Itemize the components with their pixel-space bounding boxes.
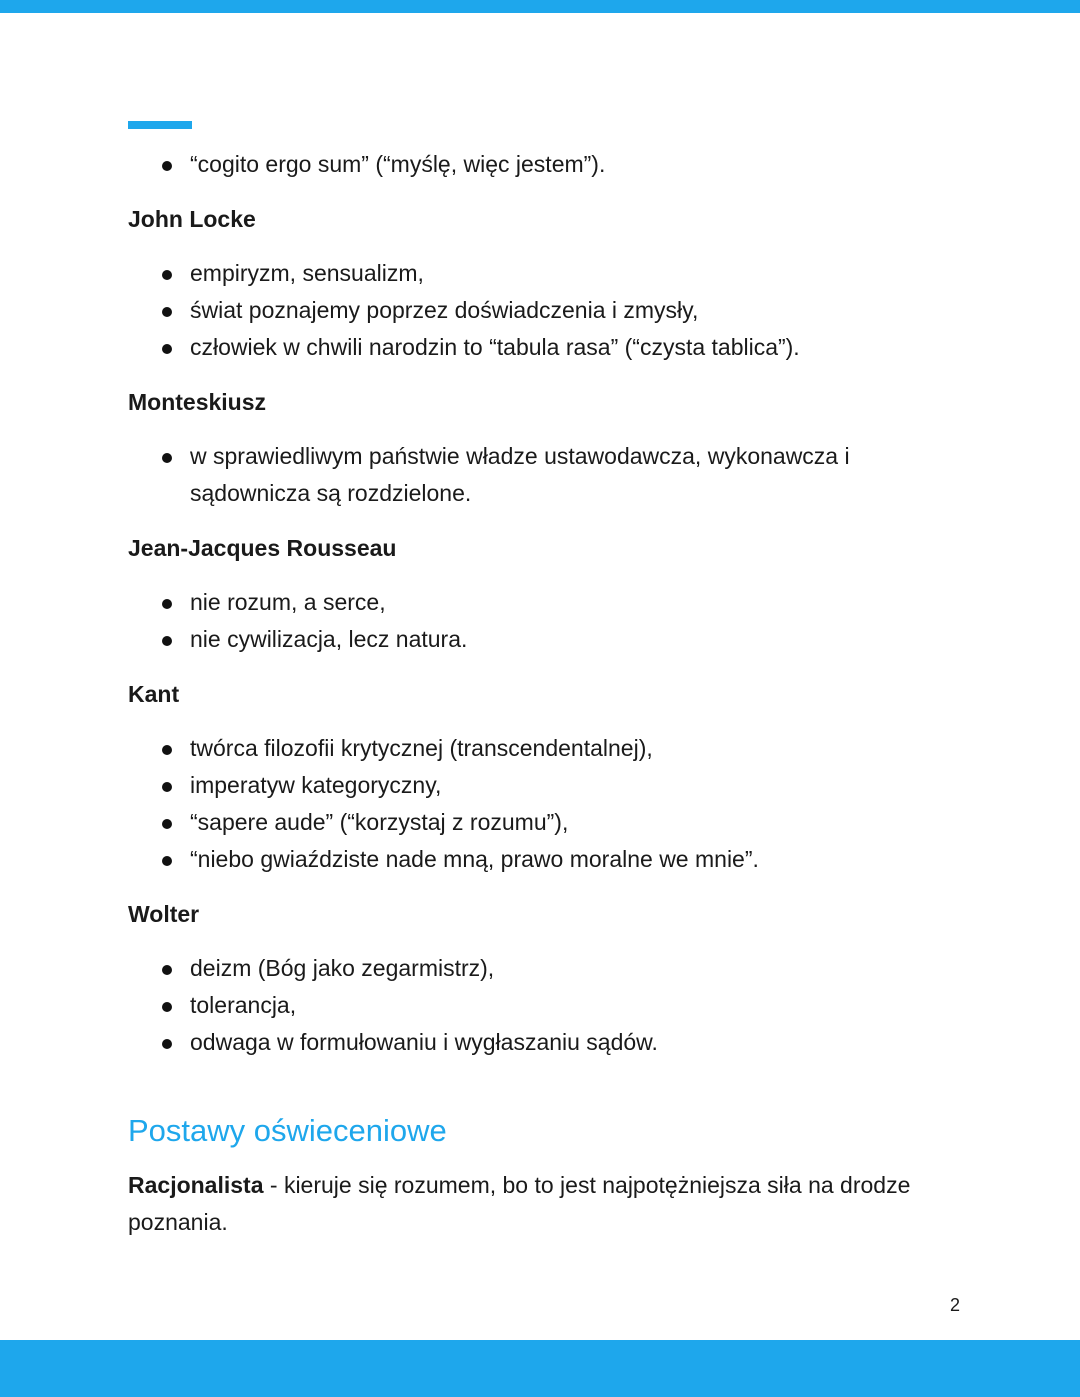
list-item: empiryzm, sensualizm, <box>128 255 958 292</box>
bullet-list <box>128 950 958 1061</box>
list-item: “niebo gwiaździste nade mną, prawo moralne we mnie”. <box>128 841 958 878</box>
list-item: odwaga w formułowaniu i wygłaszaniu sądów. <box>128 1024 958 1061</box>
bullet-list <box>128 584 958 658</box>
section-wolter <box>128 896 958 1061</box>
top-accent-bar <box>0 0 1080 13</box>
racjonalista-paragraph <box>128 1167 958 1241</box>
list-item: świat poznajemy poprzez doświadczenia i zmysły, <box>128 292 958 329</box>
section-heading: Kant <box>128 681 180 707</box>
term-racjonalista: Racjonalista <box>128 1172 264 1198</box>
section-title: Postawy oświeceniowe <box>128 1113 447 1148</box>
section-locke <box>128 201 958 366</box>
list-item: nie cywilizacja, lecz natura. <box>128 621 958 658</box>
page-content <box>128 146 958 1241</box>
list-item: tolerancja, <box>128 987 958 1024</box>
section-heading: Monteskiusz <box>128 389 267 415</box>
section-heading: Jean-Jacques Rousseau <box>128 535 397 561</box>
section-monteskiusz <box>128 384 958 512</box>
list-item: w sprawiedliwym państwie władze ustawodawcza, wykonawcza i sądownicza są rozdzielone. <box>128 438 958 512</box>
list-item: człowiek w chwili narodzin to “tabula rasa” (“czysta tablica”). <box>128 329 958 366</box>
descartes-list <box>128 146 958 183</box>
section-kant <box>128 676 958 878</box>
bottom-accent-bar <box>0 1340 1080 1397</box>
term-definition: - kieruje się rozumem, bo to jest najpotężniejsza siła na drodze poznania. <box>128 1172 911 1235</box>
bullet-list <box>128 730 958 878</box>
page-number: 2 <box>949 1295 960 1315</box>
section-rousseau <box>128 530 958 658</box>
bullet-list <box>128 438 958 512</box>
bullet-list <box>128 255 958 366</box>
accent-line <box>128 121 192 129</box>
list-item: deizm (Bóg jako zegarmistrz), <box>128 950 958 987</box>
list-item: nie rozum, a serce, <box>128 584 958 621</box>
list-item: “sapere aude” (“korzystaj z rozumu”), <box>128 804 958 841</box>
list-item: imperatyw kategoryczny, <box>128 767 958 804</box>
section-heading: Wolter <box>128 901 200 927</box>
section-heading: John Locke <box>128 206 256 232</box>
list-item: twórca filozofii krytycznej (transcendentalnej), <box>128 730 958 767</box>
list-item: “cogito ergo sum” (“myślę, więc jestem”). <box>128 146 958 183</box>
